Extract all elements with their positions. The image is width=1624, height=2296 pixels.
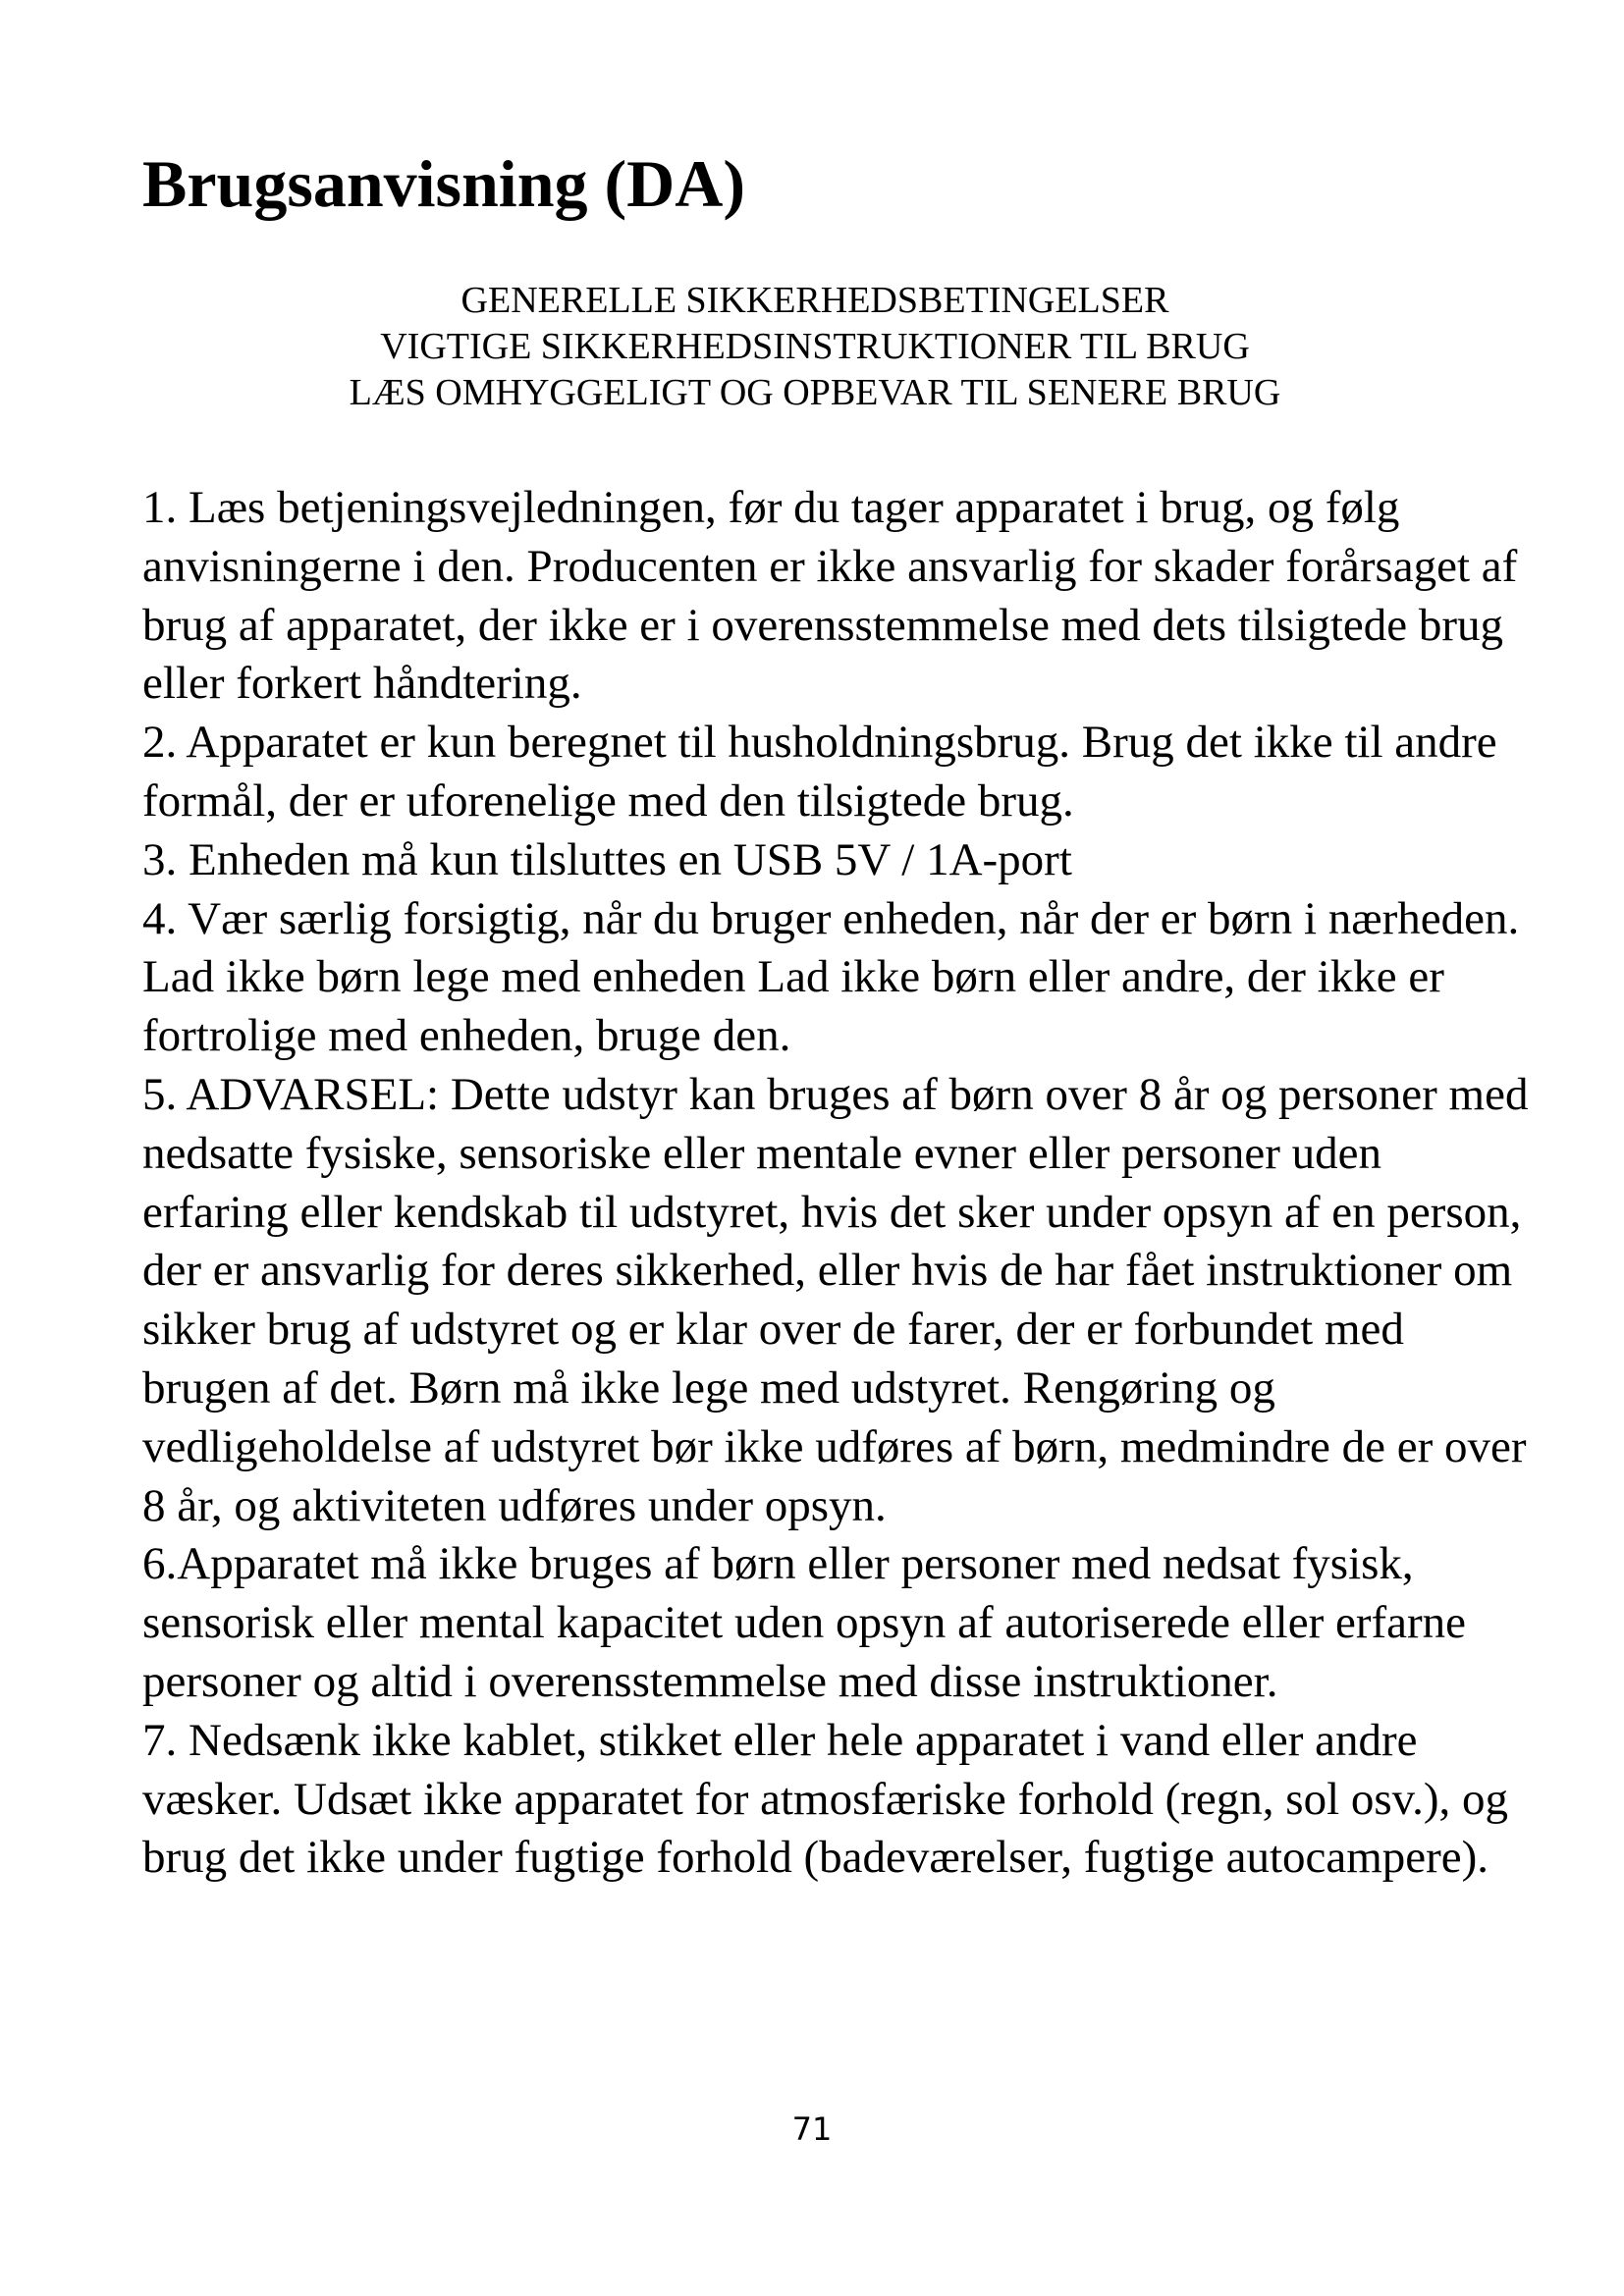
instruction-item-3: 3. Enheden må kun tilsluttes en USB 5V / 1A-port <box>142 833 1072 885</box>
instruction-item-1: 1. Læs betjeningsvejledningen, før du tager apparatet i brug, og følg anvisningerne i den. Producenten er ikke ansvarlig for skader forårsaget af brug af apparatet, der ikke er i overensstemmelse med dets tilsigtede brug eller forkert håndtering. <box>142 482 1518 710</box>
instruction-item-7: 7. Nedsænk ikke kablet, stikket eller hele apparatet i vand eller andre væsker. Udsæt ikke apparatet for atmosfæriske forhold (regn, sol osv.), og brug det ikke under fugtige forhold (badeværelser, fugtige autocampere). <box>142 1714 1509 1884</box>
heading-important-instructions: VIGTIGE SIKKERHEDSINSTRUKTIONER TIL BRUG <box>380 326 1250 367</box>
instruction-item-2: 2. Apparatet er kun beregnet til husholdningsbrug. Brug det ikke til andre formål, der er uforenelige med den tilsigtede brug. <box>142 717 1497 827</box>
instruction-item-6: 6.Apparatet må ikke bruges af børn eller personer med nedsat fysisk, sensorisk eller mental kapacitet uden opsyn af autoriserede eller erfarne personer og altid i overensstemmelse med disse instruktioner. <box>142 1538 1467 1707</box>
instruction-item-4: 4. Vær særlig forsigtig, når du bruger enheden, når der er børn i nærheden. Lad ikke børn lege med enheden Lad ikke børn eller andre, der ikke er fortrolige med enheden, bruge den. <box>142 892 1520 1062</box>
heading-read-carefully: LÆS OMHYGGELIGT OG OPBEVAR TIL SENERE BRUG <box>349 372 1281 413</box>
page-number: 71 <box>791 2110 833 2148</box>
page-title: Brugsanvisning (DA) <box>142 146 746 221</box>
heading-general-safety: GENERELLE SIKKERHEDSBETINGELSER <box>460 280 1169 321</box>
safety-headings <box>142 278 1488 416</box>
instruction-item-5: 5. ADVARSEL: Dette udstyr kan bruges af børn over 8 år og personer med nedsatte fysiske, sensoriske eller mentale evner eller personer uden erfaring eller kendskab til udstyret, hvis det sker under opsyn af en person, der er ansvarlig for deres sikkerhed, eller hvis de har fået instruktioner om sikker brug af udstyret og er klar over de farer, der er forbundet med brugen af det. Børn må ikke lege med udstyret. Rengøring og vedligeholdelse af udstyret bør ikke udføres af børn, medmindre de er over 8 år, og aktiviteten udføres under opsyn. <box>142 1068 1529 1531</box>
instructions-list <box>142 479 1537 1888</box>
